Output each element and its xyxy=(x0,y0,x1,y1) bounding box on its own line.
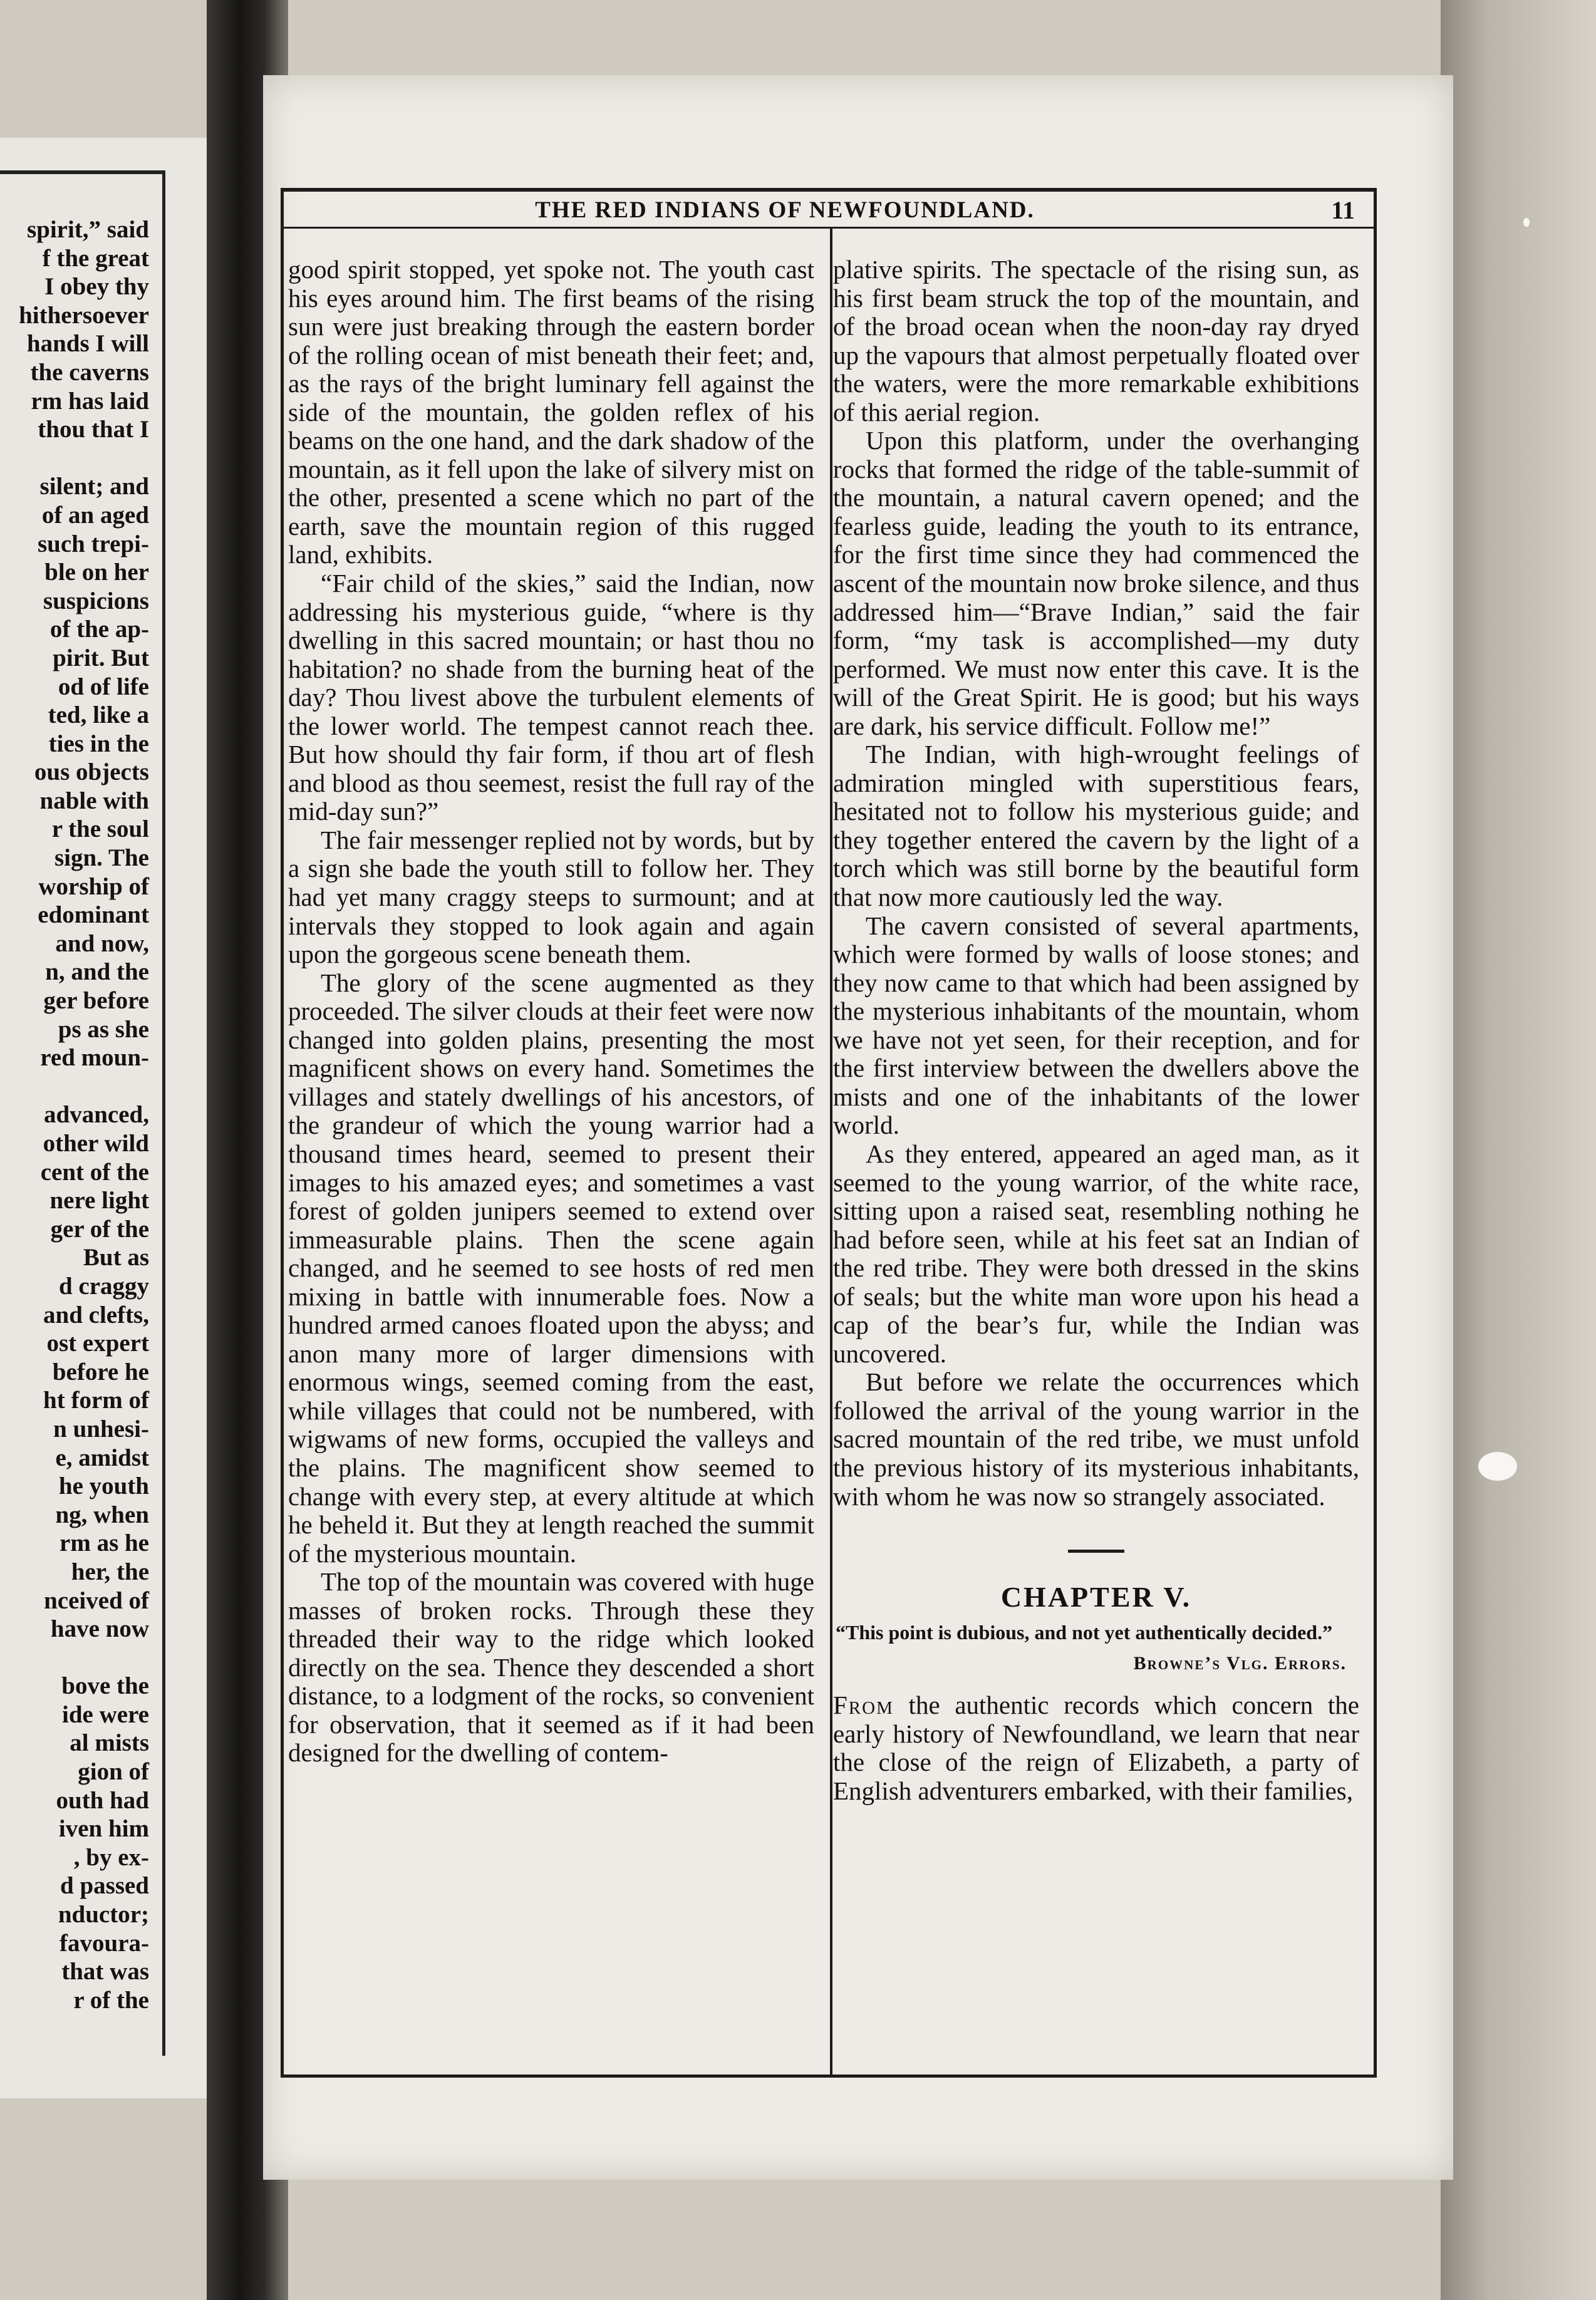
facing-page-line: n unhesi- xyxy=(53,1415,149,1443)
facing-page-line: bove the xyxy=(61,1672,149,1700)
facing-page-line: , by ex- xyxy=(73,1843,149,1871)
facing-page-line xyxy=(0,1644,149,1672)
facing-page-line: favoura- xyxy=(60,1929,149,1957)
facing-page-line: ties in the xyxy=(48,730,149,757)
facing-page-line: d craggy xyxy=(58,1272,149,1300)
top-rule xyxy=(284,188,1374,192)
facing-page-line: nceived of xyxy=(44,1587,149,1614)
paragraph: But before we relate the occurrences which followed the arrival of the young warrior in the sacred mountain of the red tribe, we must unfold the previous history of its mysterious inhabitants, with whom he was now so strangely associated. xyxy=(833,1367,1359,1511)
facing-page-line: thou that I xyxy=(38,416,149,443)
facing-page-line: and now, xyxy=(55,930,149,957)
paragraph: The cavern consisted of several apartments, which were formed by walls of loose stones; and they now came to that which had been assigned by the mysterious inhabitants of the mountain, whom we have not yet seen, for their reception, and for the first interview between the dwellers above the mists and one of the inhabitants of the lower world. xyxy=(833,911,1359,1140)
paragraph: The glory of the scene augmented as they proceeded. The silver clouds at their feet were now changed into golden plains, presenting the most magnificent shows on every hand. Sometimes the villages and stately dwellings of his ancestors, of the grandeur of which the young warrior had a thousand times heard, seemed to present their images to his amazed eyes; and sometimes a vast forest of golden junipers seemed to extend over immeasurable plains. Then the scene again changed, and he seemed to see hosts of red men mixing in battle with innumerable foes. Now a hundred armed canoes floated upon the abyss; and anon many more of larger dimensions with enormous wings, seemed coming from the east, while villages that could not be numbered, with wigwams of new forms, occupied the valleys and the plains. The magnificent show seemed to change with every step, at every altitude at which he beheld it. But they at length reached the summit of the mysterious mountain. xyxy=(288,968,814,1568)
facing-page-line: ger of the xyxy=(50,1215,149,1243)
facing-page-line xyxy=(0,444,149,473)
facing-page-line: advanced, xyxy=(44,1101,149,1129)
paragraph: As they entered, appeared an aged man, as it seemed to the young warrior, of the white race, sitting upon a raised seat, resembling nothing he had before seen, while at his feet sat an Indian of the red tribe. They were both dressed in the skins of seals; but the white man wore upon his head a cap of the bear’s fur, while the Indian was uncovered. xyxy=(833,1139,1359,1368)
facing-page-line: rm has laid xyxy=(31,387,149,415)
section-divider xyxy=(1068,1550,1124,1553)
facing-page-line: ide were xyxy=(62,1701,149,1728)
facing-page-fragment xyxy=(0,138,207,2098)
facing-page-line: But as xyxy=(83,1244,149,1272)
facing-page-line: of the ap- xyxy=(49,616,149,643)
facing-page-line: f the great xyxy=(42,244,149,272)
paragraph: good spirit stopped, yet spoke not. The youth cast his eyes around him. The first beams of the rising sun were just breaking through the eastern border of the rolling ocean of mist beneath their feet; and, as the rays of the bright luminary fell against the side of the mountain, the golden reflex of his beams on the one hand, and the dark shadow of the mountain, as it fell upon the lake of silvery mist on the other, presented a scene which no part of the earth, save the mountain region of this rugged land, exhibits. xyxy=(288,255,814,569)
facing-page-line: spirit,” said xyxy=(26,216,149,243)
facing-page-line: ble on her xyxy=(44,559,149,586)
facing-page-line: ht form of xyxy=(43,1387,149,1414)
facing-page-line: her, the xyxy=(71,1558,149,1585)
facing-page-line: he youth xyxy=(58,1473,149,1500)
facing-page-line: nable with xyxy=(39,787,149,814)
facing-page-line: hithersoever xyxy=(19,301,149,329)
facing-page-line: suspicions xyxy=(43,587,149,614)
page-edge-shadow xyxy=(1441,0,1596,2300)
paragraph: The Indian, with high-wrought feelings of admiration mingled with superstitious fears, hesitated not to follow his mysterious guide; and they together entered the cavern by the light of a torch which was still borne by the beautiful form that now more cautiously led the way. xyxy=(833,740,1359,912)
running-head: THE RED INDIANS OF NEWFOUNDLAND. xyxy=(535,197,1035,223)
facing-page-line: d passed xyxy=(60,1872,149,1900)
facing-page-line: that was xyxy=(61,1958,149,1986)
facing-page-line: od of life xyxy=(58,673,149,700)
facing-page-line: nere light xyxy=(49,1187,149,1215)
facing-page-line: silent; and xyxy=(39,473,149,500)
facing-page-line: sign. The xyxy=(54,844,149,872)
facing-page-line: ted, like a xyxy=(48,702,149,729)
facing-page-line: of an aged xyxy=(41,501,149,529)
paragraph: “Fair child of the skies,” said the Indian, now addressing his mysterious guide, “where is thy dwelling in this sacred mountain; or hast thou no habitation? no shade from the burning heat of the day? Thou livest above the turbulent elements of the lower world. The tempest cannot reach thee. But how should thy fair form, if thou art of flesh and blood as thou seemest, resist the full ray of the mid-day sun?” xyxy=(288,569,814,826)
facing-page-line: hands I will xyxy=(26,330,149,358)
facing-page-line: and clefts, xyxy=(43,1301,149,1329)
paper-speck xyxy=(1523,218,1530,227)
facing-page-line: pirit. But xyxy=(53,644,149,671)
facing-page-line: nductor; xyxy=(58,1901,149,1929)
facing-page-line: worship of xyxy=(38,873,149,900)
paragraph: The fair messenger replied not by words, but by a sign she bade the youth still to follow her. They had yet many craggy steeps to surmount; and at intervals they stopped to look again and again upon the gorgeous scene beneath them. xyxy=(288,825,814,969)
epigraph-source: Browne’s Vlg. Errors. xyxy=(1133,1652,1347,1674)
facing-page-line: ng, when xyxy=(55,1501,149,1528)
facing-page-line: ost expert xyxy=(46,1330,149,1357)
facing-page-line: r of the xyxy=(73,1986,149,2014)
header-rule xyxy=(284,227,1374,229)
facing-page-side-rule xyxy=(162,170,165,2056)
facing-page-line: gion of xyxy=(78,1758,149,1786)
paragraph: Upon this platform, under the overhanging rocks that formed the ridge of the table-summit of the mountain, a natural cavern opened; and the fearless guide, leading the youth to its entrance, for the first time since they had commenced the ascent of the mountain now broke silence, and thus addressed him—“Brave Indian,” said the fair form, “my task is accomplished—my duty performed. We must now enter this cave. It is the will of the Great Spirit. He is good; but his ways are dark, his service difficult. Follow me!” xyxy=(833,426,1359,740)
facing-page-line: ps as she xyxy=(58,1015,149,1043)
facing-page-line: al mists xyxy=(70,1729,149,1757)
paper-speck xyxy=(1478,1452,1517,1481)
facing-page-line: I obey thy xyxy=(44,273,149,301)
facing-page-line: iven him xyxy=(58,1815,149,1843)
facing-page-line: other wild xyxy=(43,1130,149,1157)
facing-page-line: have now xyxy=(50,1615,149,1643)
facing-page-line: the caverns xyxy=(30,358,149,386)
facing-page-line xyxy=(0,1072,149,1101)
facing-page-line: e, amidst xyxy=(55,1444,149,1471)
facing-page-line: red moun- xyxy=(40,1044,149,1072)
opening-text: the authentic records which concern the early history of Newfoundland, we learn that near the close of the reign of Elizabeth, a party of English adventurers embarked, with their families, xyxy=(833,1691,1359,1805)
right-column xyxy=(833,256,1359,1805)
epigraph: “This point is dubious, and not yet authentically decided.” xyxy=(836,1620,1333,1644)
facing-page-line: edominant xyxy=(38,901,149,929)
facing-page-line: cent of the xyxy=(40,1158,149,1186)
facing-page-line: outh had xyxy=(56,1786,149,1814)
paragraph: The top of the mountain was covered with huge masses of broken rocks. Through these they threaded their way to the ridge which looked directly on the sea. Thence they descended a short distance, to a lodgment of the rocks, so convenient for observation, that it seemed as if it had been designed for the dwelling of contem- xyxy=(288,1567,814,1768)
chapter-heading: CHAPTER V. xyxy=(1000,1581,1192,1614)
chapter-opening-paragraph xyxy=(833,1691,1359,1805)
column-divider xyxy=(830,227,832,2075)
facing-page-line: ous objects xyxy=(34,759,149,786)
left-column xyxy=(288,256,814,1768)
facing-page-line: r the soul xyxy=(51,816,149,843)
facing-page-line: n, and the xyxy=(45,958,149,986)
paragraph: plative spirits. The spectacle of the rising sun, as his first beam struck the top of the mountain, and of the broad ocean when the noon-day ray dryed up the vapours that almost perpetually floated over the waters, were the more remarkable exhibitions of this aerial region. xyxy=(833,255,1359,427)
facing-page-line: ger before xyxy=(43,987,149,1015)
opening-word: From xyxy=(833,1691,894,1720)
page-number: 11 xyxy=(1331,196,1355,224)
facing-page-top-rule xyxy=(0,170,163,174)
facing-page-text xyxy=(0,215,149,2014)
facing-page-line: rm as he xyxy=(60,1530,149,1557)
facing-page-line: before he xyxy=(52,1358,149,1386)
facing-page-line: such trepi- xyxy=(37,530,149,557)
